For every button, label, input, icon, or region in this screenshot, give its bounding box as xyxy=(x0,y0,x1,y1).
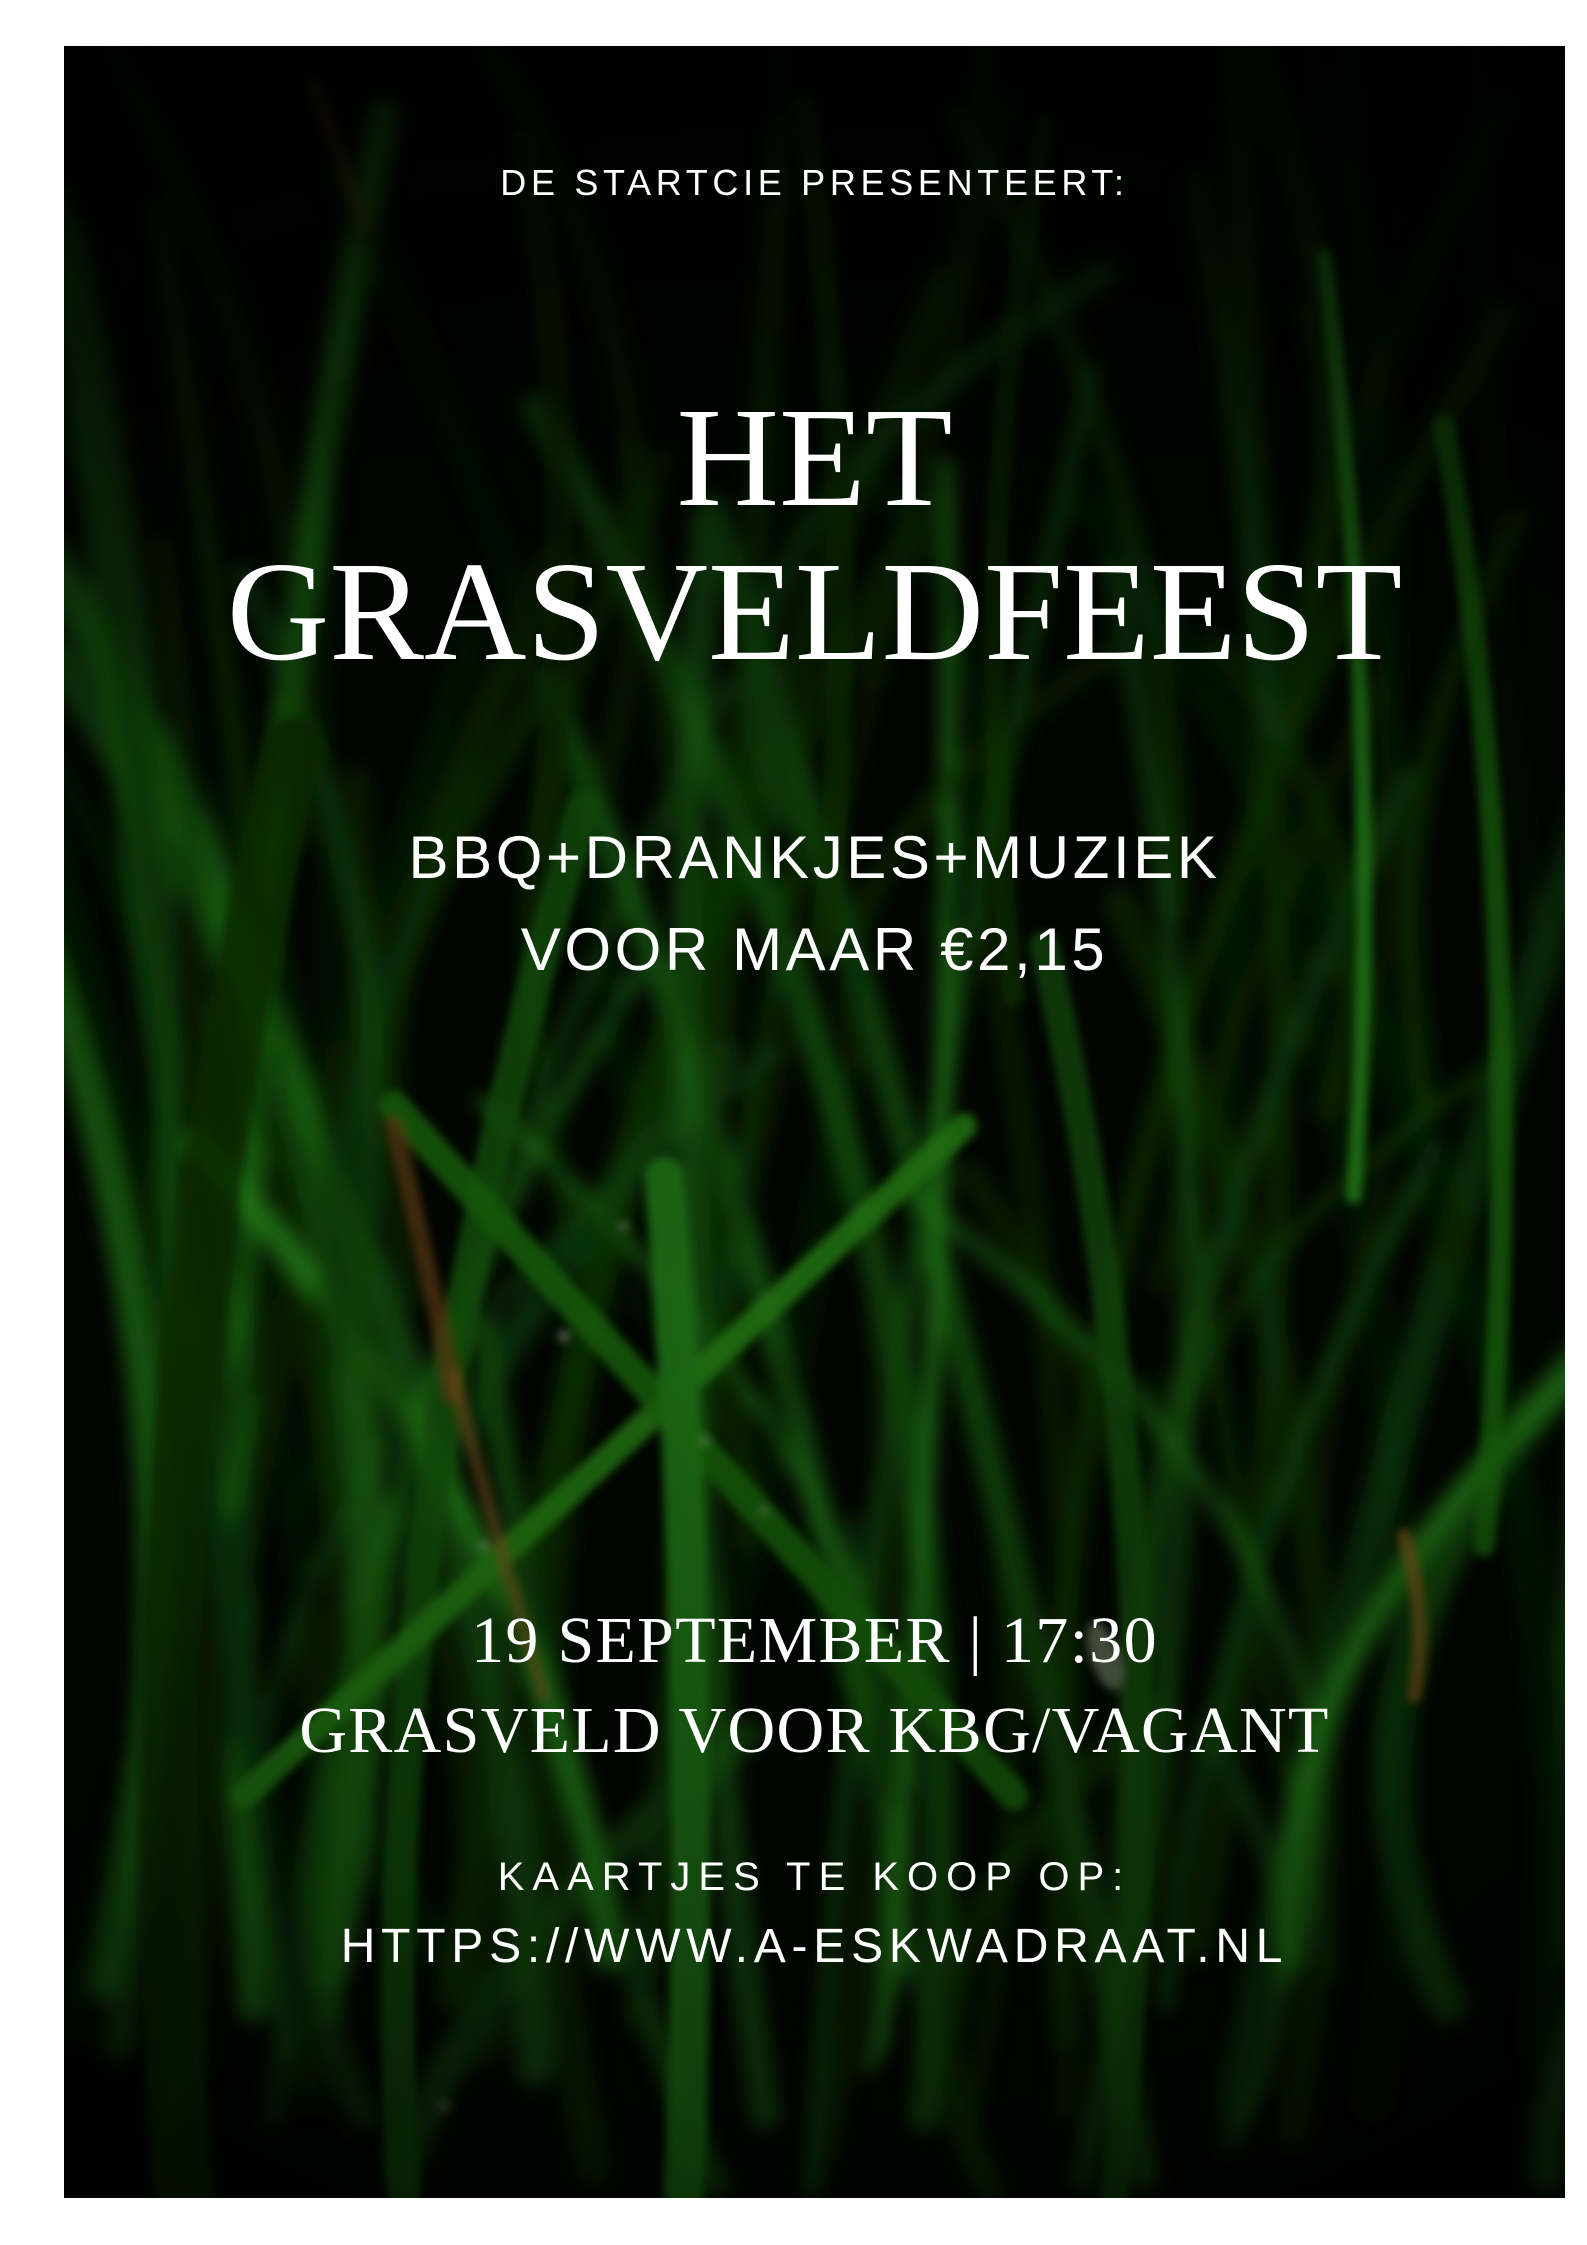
title-line-grasveldfeest: GRASVELDFEEST xyxy=(226,532,1403,690)
poster-title xyxy=(64,380,1565,688)
event-details xyxy=(64,1596,1565,1776)
poster-subtitle xyxy=(64,812,1565,996)
grass-photo-area xyxy=(64,46,1565,2198)
title-line-het: HET xyxy=(676,378,953,536)
event-datetime-text: 19 SEPTEMBER | 17:30 xyxy=(471,1604,1158,1677)
tickets-label-text: KAARTJES TE KOOP OP: xyxy=(497,1855,1132,1899)
tickets-url-text: HTTPS://WWW.A-ESKWADRAAT.NL xyxy=(340,1920,1289,1973)
kicker-text: DE STARTCIE PRESENTEERT: xyxy=(500,162,1129,203)
subtitle-line-price: VOOR MAAR €2,15 xyxy=(520,916,1109,983)
event-location-text: GRASVELD VOOR KBG/VAGANT xyxy=(299,1694,1330,1767)
subtitle-line-offer: BBQ+DRANKJES+MUZIEK xyxy=(408,824,1221,891)
